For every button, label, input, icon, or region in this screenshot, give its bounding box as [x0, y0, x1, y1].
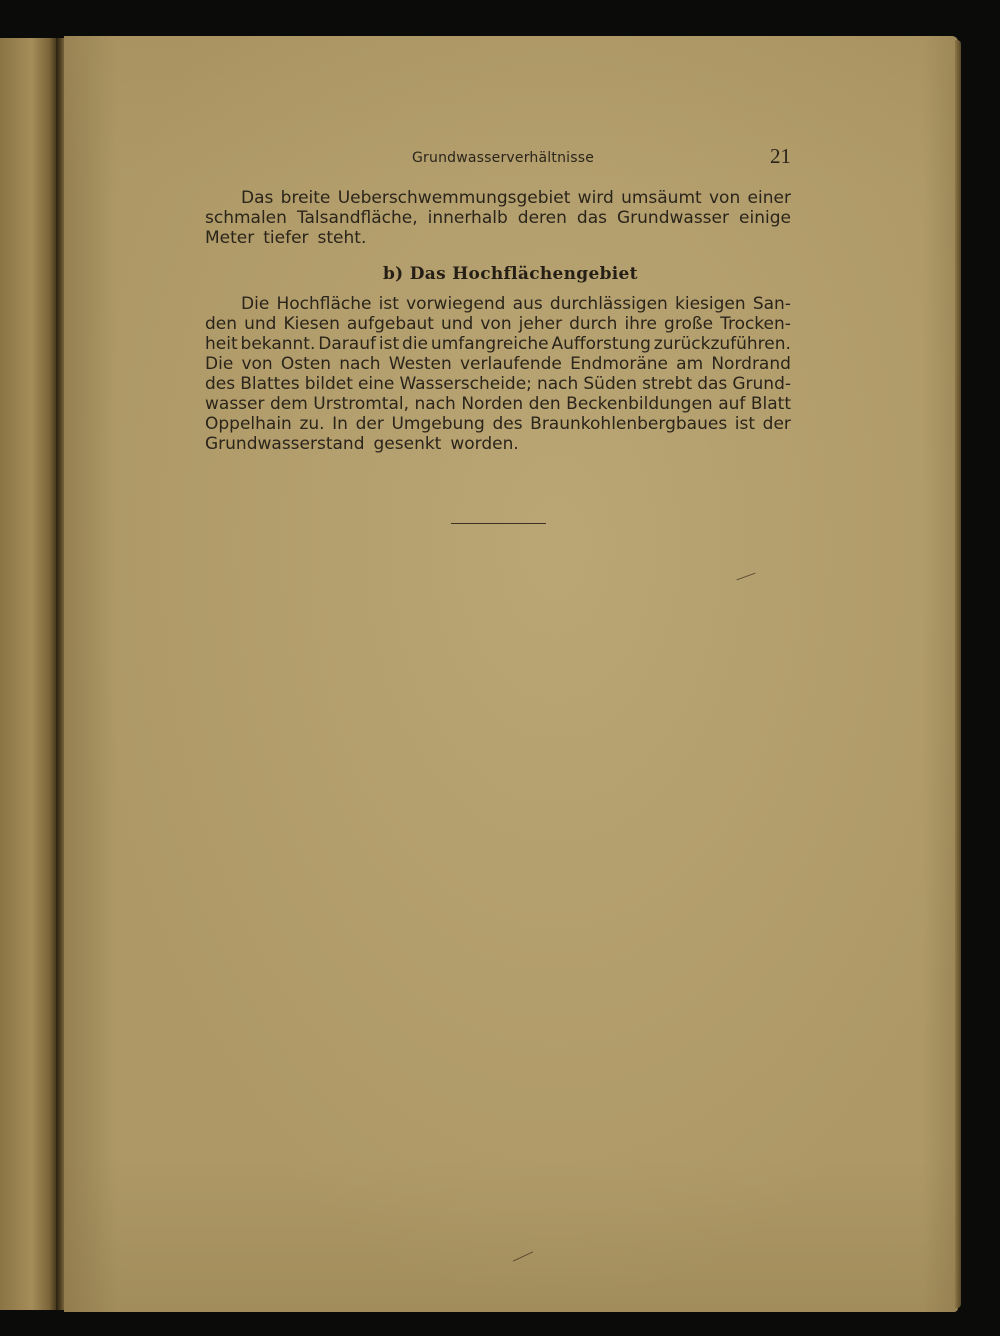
left-page-edge — [0, 38, 58, 1310]
paragraph-1-line-2: schmalen Talsandfläche, innerhalb deren das Grundwasser einige — [205, 208, 791, 228]
running-header: Grundwasserverhältnisse — [412, 150, 595, 166]
paragraph-2-line-8: Grundwasserstand gesenkt worden. — [205, 434, 519, 454]
page-number: 21 — [770, 144, 791, 168]
section-end-rule — [451, 523, 546, 524]
section-heading: b) Das Hochflächengebiet — [383, 264, 638, 284]
paragraph-2-line-1: Die Hochfläche ist vorwiegend aus durchlässigen kiesigen San- — [241, 294, 791, 314]
paragraph-2-line-2: den und Kiesen aufgebaut und von jeher durch ihre große Trocken- — [205, 314, 791, 334]
paragraph-2-line-4: Die von Osten nach Westen verlaufende Endmoräne am Nordrand — [205, 354, 791, 374]
paragraph-2-line-3: heit bekannt. Darauf ist die umfangreiche Aufforstung zurückzuführen. — [205, 334, 791, 354]
paragraph-2-line-5: des Blattes bildet eine Wasserscheide; nach Süden strebt das Grund- — [205, 374, 791, 394]
page-edge-shadow — [955, 40, 961, 1308]
paragraph-2-line-7: Oppelhain zu. In der Umgebung des Braunkohlenbergbaues ist der — [205, 414, 791, 434]
paragraph-1-line-1: Das breite Ueberschwemmungsgebiet wird umsäumt von einer — [241, 188, 791, 208]
paragraph-1-line-3: Meter tiefer steht. — [205, 228, 367, 248]
paragraph-2-line-6: wasser dem Urstromtal, nach Norden den Beckenbildungen auf Blatt — [205, 394, 791, 414]
